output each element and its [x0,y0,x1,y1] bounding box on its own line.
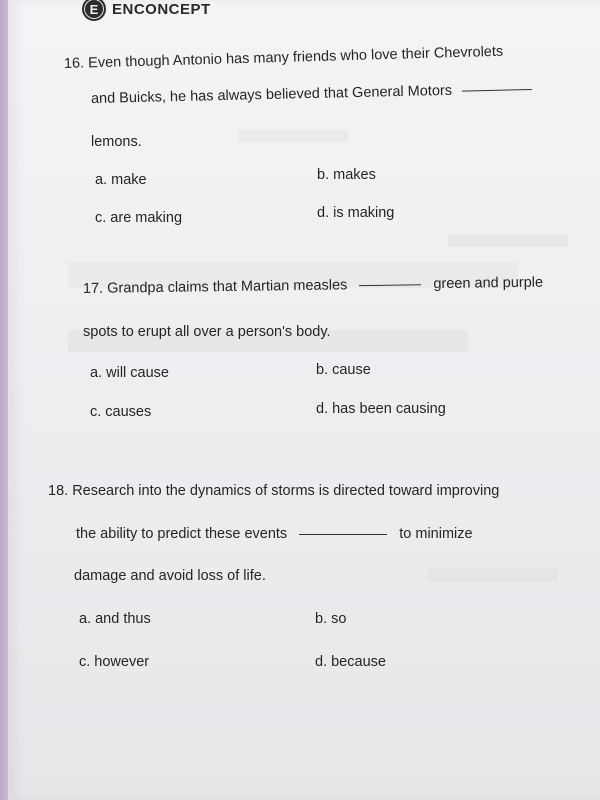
question-line [74,568,266,584]
question-text: to minimize [399,526,473,542]
question-number: 18. [48,483,69,499]
question-text: and Buicks, he has always believed that General Motors [90,82,453,107]
question-number: 16. [63,55,85,72]
question-line [83,324,331,340]
option-b[interactable]: b. cause [316,362,371,378]
option-b[interactable]: b. so [315,611,347,627]
bleed-through-shadow [238,130,348,142]
question-text: Research into the dynamics of storms is directed toward improving [72,483,500,499]
option-c[interactable]: c. are making [95,210,183,226]
question-text: damage and avoid loss of life. [74,568,266,584]
bleed-through-shadow [448,235,568,247]
question-line [76,526,473,542]
option-d[interactable]: d. is making [317,205,395,221]
option-a[interactable]: a. make [95,172,147,188]
question-text: Even though Antonio has many friends who love their Chevrolets [87,43,504,72]
answer-blank[interactable] [359,283,421,286]
question-line [91,81,532,107]
question-number: 17. [82,280,104,297]
answer-blank[interactable] [299,533,387,535]
bleed-through-shadow [428,568,558,582]
question-text: spots to erupt all over a person's body. [83,324,331,340]
answer-blank[interactable] [462,88,532,92]
question-line [48,483,499,499]
publisher-logo [82,0,211,21]
question-line [64,44,504,72]
question-line [91,134,142,150]
question-text: the ability to predict these events [76,526,288,542]
option-a[interactable]: a. and thus [79,611,151,627]
option-c[interactable]: c. however [79,654,150,670]
option-b[interactable]: b. makes [317,167,376,183]
question-text: green and purple [433,274,544,293]
option-c[interactable]: c. causes [90,404,152,420]
workbook-page [8,0,600,800]
option-a[interactable]: a. will cause [90,365,169,381]
option-d[interactable]: d. has been causing [316,401,446,417]
brand-name: ENCONCEPT [112,0,211,18]
question-text: Grandpa claims that Martian measles [107,277,348,297]
question-text: lemons. [91,134,142,150]
logo-badge-icon: E [82,0,106,21]
option-d[interactable]: d. because [315,654,386,670]
